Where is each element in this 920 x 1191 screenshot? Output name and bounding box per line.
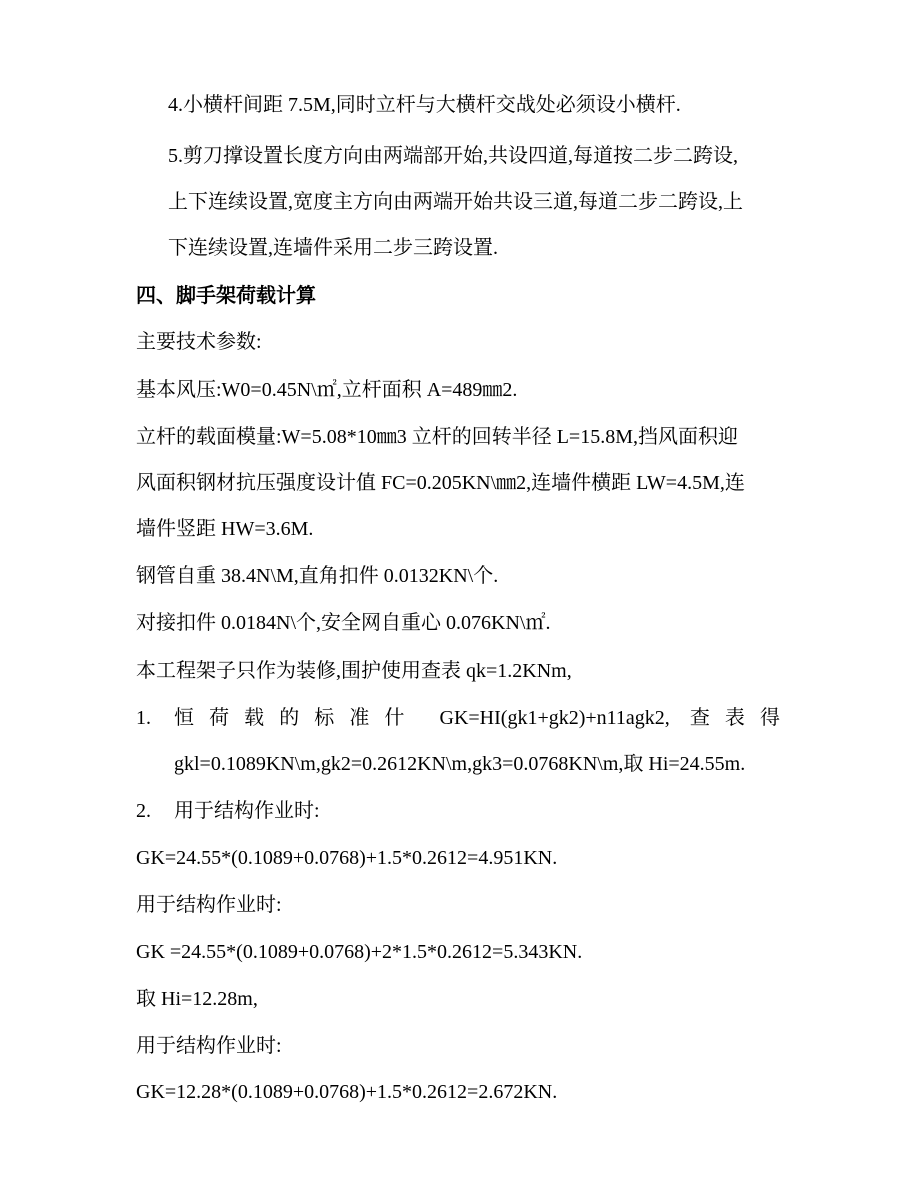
gk-formula-3: GK=12.28*(0.1089+0.0768)+1.5*0.2612=2.672KN.	[136, 1081, 558, 1103]
modulus-text-line2: 风面积钢材抗压强度设计值 FC=0.205KN\㎜2,连墙件横距 LW=4.5M,连	[136, 472, 745, 494]
item-5-text-line3: 下连续设置,连墙件采用二步三跨设置.	[168, 237, 498, 259]
gk-formula-2: GK =24.55*(0.1089+0.0768)+2*1.5*0.2612=5.343KN.	[136, 941, 583, 963]
step-2-number: 2.	[136, 800, 151, 822]
usage-text: 本工程架子只作为装修,围护使用查表 qk=1.2KNm,	[136, 660, 572, 682]
step-1-number: 1.	[136, 707, 151, 729]
item-5-text-line1: 5.剪刀撑设置长度方向由两端部开始,共设四道,每道按二步二跨设,	[168, 145, 738, 167]
step-1-text-line1: 恒荷载的标准什 GK=HI(gk1+gk2)+n11agk2, 查表得	[174, 707, 780, 729]
step-1-text-line2: gkl=0.1089KN\m,gk2=0.2612KN\m,gk3=0.0768KN\m,取 Hi=24.55m.	[174, 753, 746, 775]
fastener-text: 对接扣件 0.0184N\个,安全网自重心 0.076KN\㎡.	[136, 612, 551, 634]
modulus-text-line3: 墙件竖距 HW=3.6M.	[136, 518, 314, 540]
take-hi-text: 取 Hi=12.28m,	[136, 988, 258, 1010]
step-2-text: 用于结构作业时:	[174, 800, 320, 822]
section-heading: 四、脚手架荷载计算	[136, 285, 316, 307]
gk-formula-1: GK=24.55*(0.1089+0.0768)+1.5*0.2612=4.951KN.	[136, 847, 558, 869]
steel-weight-text: 钢管自重 38.4N\M,直角扣件 0.0132KN\个.	[136, 565, 499, 587]
structure-label-2: 用于结构作业时:	[136, 1035, 282, 1057]
modulus-text-line1: 立杆的载面模量:W=5.08*10㎜3 立杆的回转半径 L=15.8M,挡风面积迎	[136, 426, 738, 448]
item-5-text-line2: 上下连续设置,宽度主方向由两端开始共设三道,每道二步二跨设,上	[168, 191, 743, 213]
item-4-text: 4.小横杆间距 7.5M,同时立杆与大横杆交战处必须设小横杆.	[168, 94, 681, 116]
structure-label-1: 用于结构作业时:	[136, 894, 282, 916]
params-title: 主要技术参数:	[136, 331, 262, 353]
wind-pressure-text: 基本风压:W0=0.45N\㎡,立杆面积 A=489㎜2.	[136, 379, 518, 401]
